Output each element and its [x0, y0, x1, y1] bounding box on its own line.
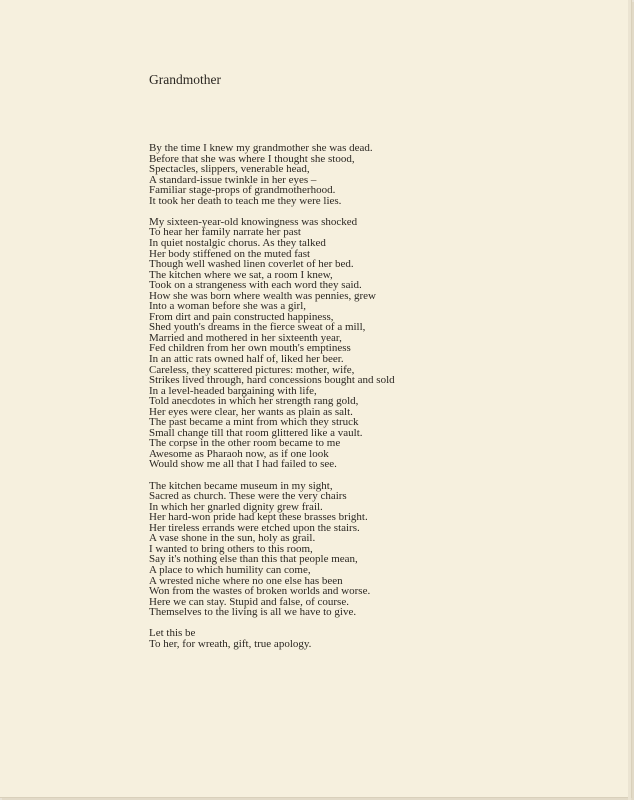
poem-line: Her body stiffened on the muted fast	[149, 247, 311, 260]
poem-body	[149, 143, 395, 660]
poem-line: From dirt and pain constructed happiness,	[149, 310, 334, 323]
poem-line: Small change till that room glittered like a vault.	[149, 426, 363, 439]
poem-line: Spectacles, slippers, venerable head,	[149, 163, 310, 176]
poem-stanza	[149, 143, 395, 206]
poem-line: How she was born where wealth was pennies, grew	[149, 289, 376, 302]
poem-line: In quiet nostalgic chorus. As they talked	[149, 236, 326, 249]
poem-title: Grandmother	[149, 72, 221, 87]
poem-line: A vase shone in the sun, holy as grail.	[149, 532, 316, 545]
poem-line: My sixteen-year-old knowingness was shocked	[149, 215, 358, 228]
poem-line: Took on a strangeness with each word they said.	[149, 279, 362, 292]
poem-line: A place to which humility can come,	[149, 563, 311, 576]
poem-line: Awesome as Pharaoh now, as if one look	[149, 447, 329, 460]
poem-line: Her eyes were clear, her wants as plain as salt.	[149, 405, 353, 418]
poem-line: Her tireless errands were etched upon the stairs.	[149, 521, 360, 534]
poem-stanza	[149, 217, 395, 470]
poem-line: The corpse in the other room became to me	[149, 437, 341, 450]
poem-line: A wrested niche where no one else has been	[149, 574, 343, 587]
poem-line: A standard-issue twinkle in her eyes –	[149, 173, 317, 186]
page-edge	[628, 0, 631, 800]
poem-line: Themselves to the living is all we have to give.	[149, 606, 357, 619]
poem-line: To hear her family narrate her past	[149, 226, 301, 239]
poem-line: Here we can stay. Stupid and false, of course.	[149, 595, 349, 608]
poem-line: Familiar stage-props of grandmotherhood.	[149, 184, 336, 197]
poem-line: Say it's nothing else than this that people mean,	[149, 553, 358, 566]
poem-line: Sacred as church. These were the very chairs	[149, 490, 347, 503]
poem-line: By the time I knew my grandmother she was dead.	[149, 142, 373, 154]
poem-line: Married and mothered in her sixteenth year,	[149, 331, 342, 344]
poem-line: Let this be	[149, 627, 196, 640]
poem-line: Won from the wastes of broken worlds and worse.	[149, 585, 371, 598]
poem-line: Shed youth's dreams in the fierce sweat of a mill,	[149, 321, 366, 334]
poem-line: Strikes lived through, hard concessions bought and sold	[149, 374, 395, 387]
poem-line: To her, for wreath, gift, true apology.	[149, 637, 312, 650]
poem-line: Her hard-won pride had kept these brasses bright.	[149, 511, 368, 524]
poem-line: The kitchen became museum in my sight,	[149, 479, 333, 492]
poem-line: In a level-headed bargaining with life,	[149, 384, 317, 397]
poem-line: Would show me all that I had failed to see.	[149, 458, 337, 471]
poem-line: Careless, they scattered pictures: mother, wife,	[149, 363, 355, 376]
poem-line: The kitchen where we sat, a room I knew,	[149, 268, 333, 281]
poem-stanza	[149, 628, 395, 649]
poem-line: It took her death to teach me they were lies.	[149, 194, 342, 207]
poem-stanza	[149, 481, 395, 618]
poem-line: The past became a mint from which they struck	[149, 416, 359, 429]
poem-line: Into a woman before she was a girl,	[149, 300, 307, 313]
poem-line: I wanted to bring others to this room,	[149, 542, 313, 555]
poem-line: In an attic rats owned half of, liked her beer.	[149, 352, 344, 365]
poem-line: Before that she was where I thought she stood,	[149, 152, 355, 165]
poem-line: Fed children from her own mouth's emptiness	[149, 342, 351, 355]
poem-line: Told anecdotes in which her strength rang gold,	[149, 395, 359, 408]
poem-line: In which her gnarled dignity grew frail.	[149, 500, 323, 513]
poem-line: Though well washed linen coverlet of her bed.	[149, 258, 354, 271]
